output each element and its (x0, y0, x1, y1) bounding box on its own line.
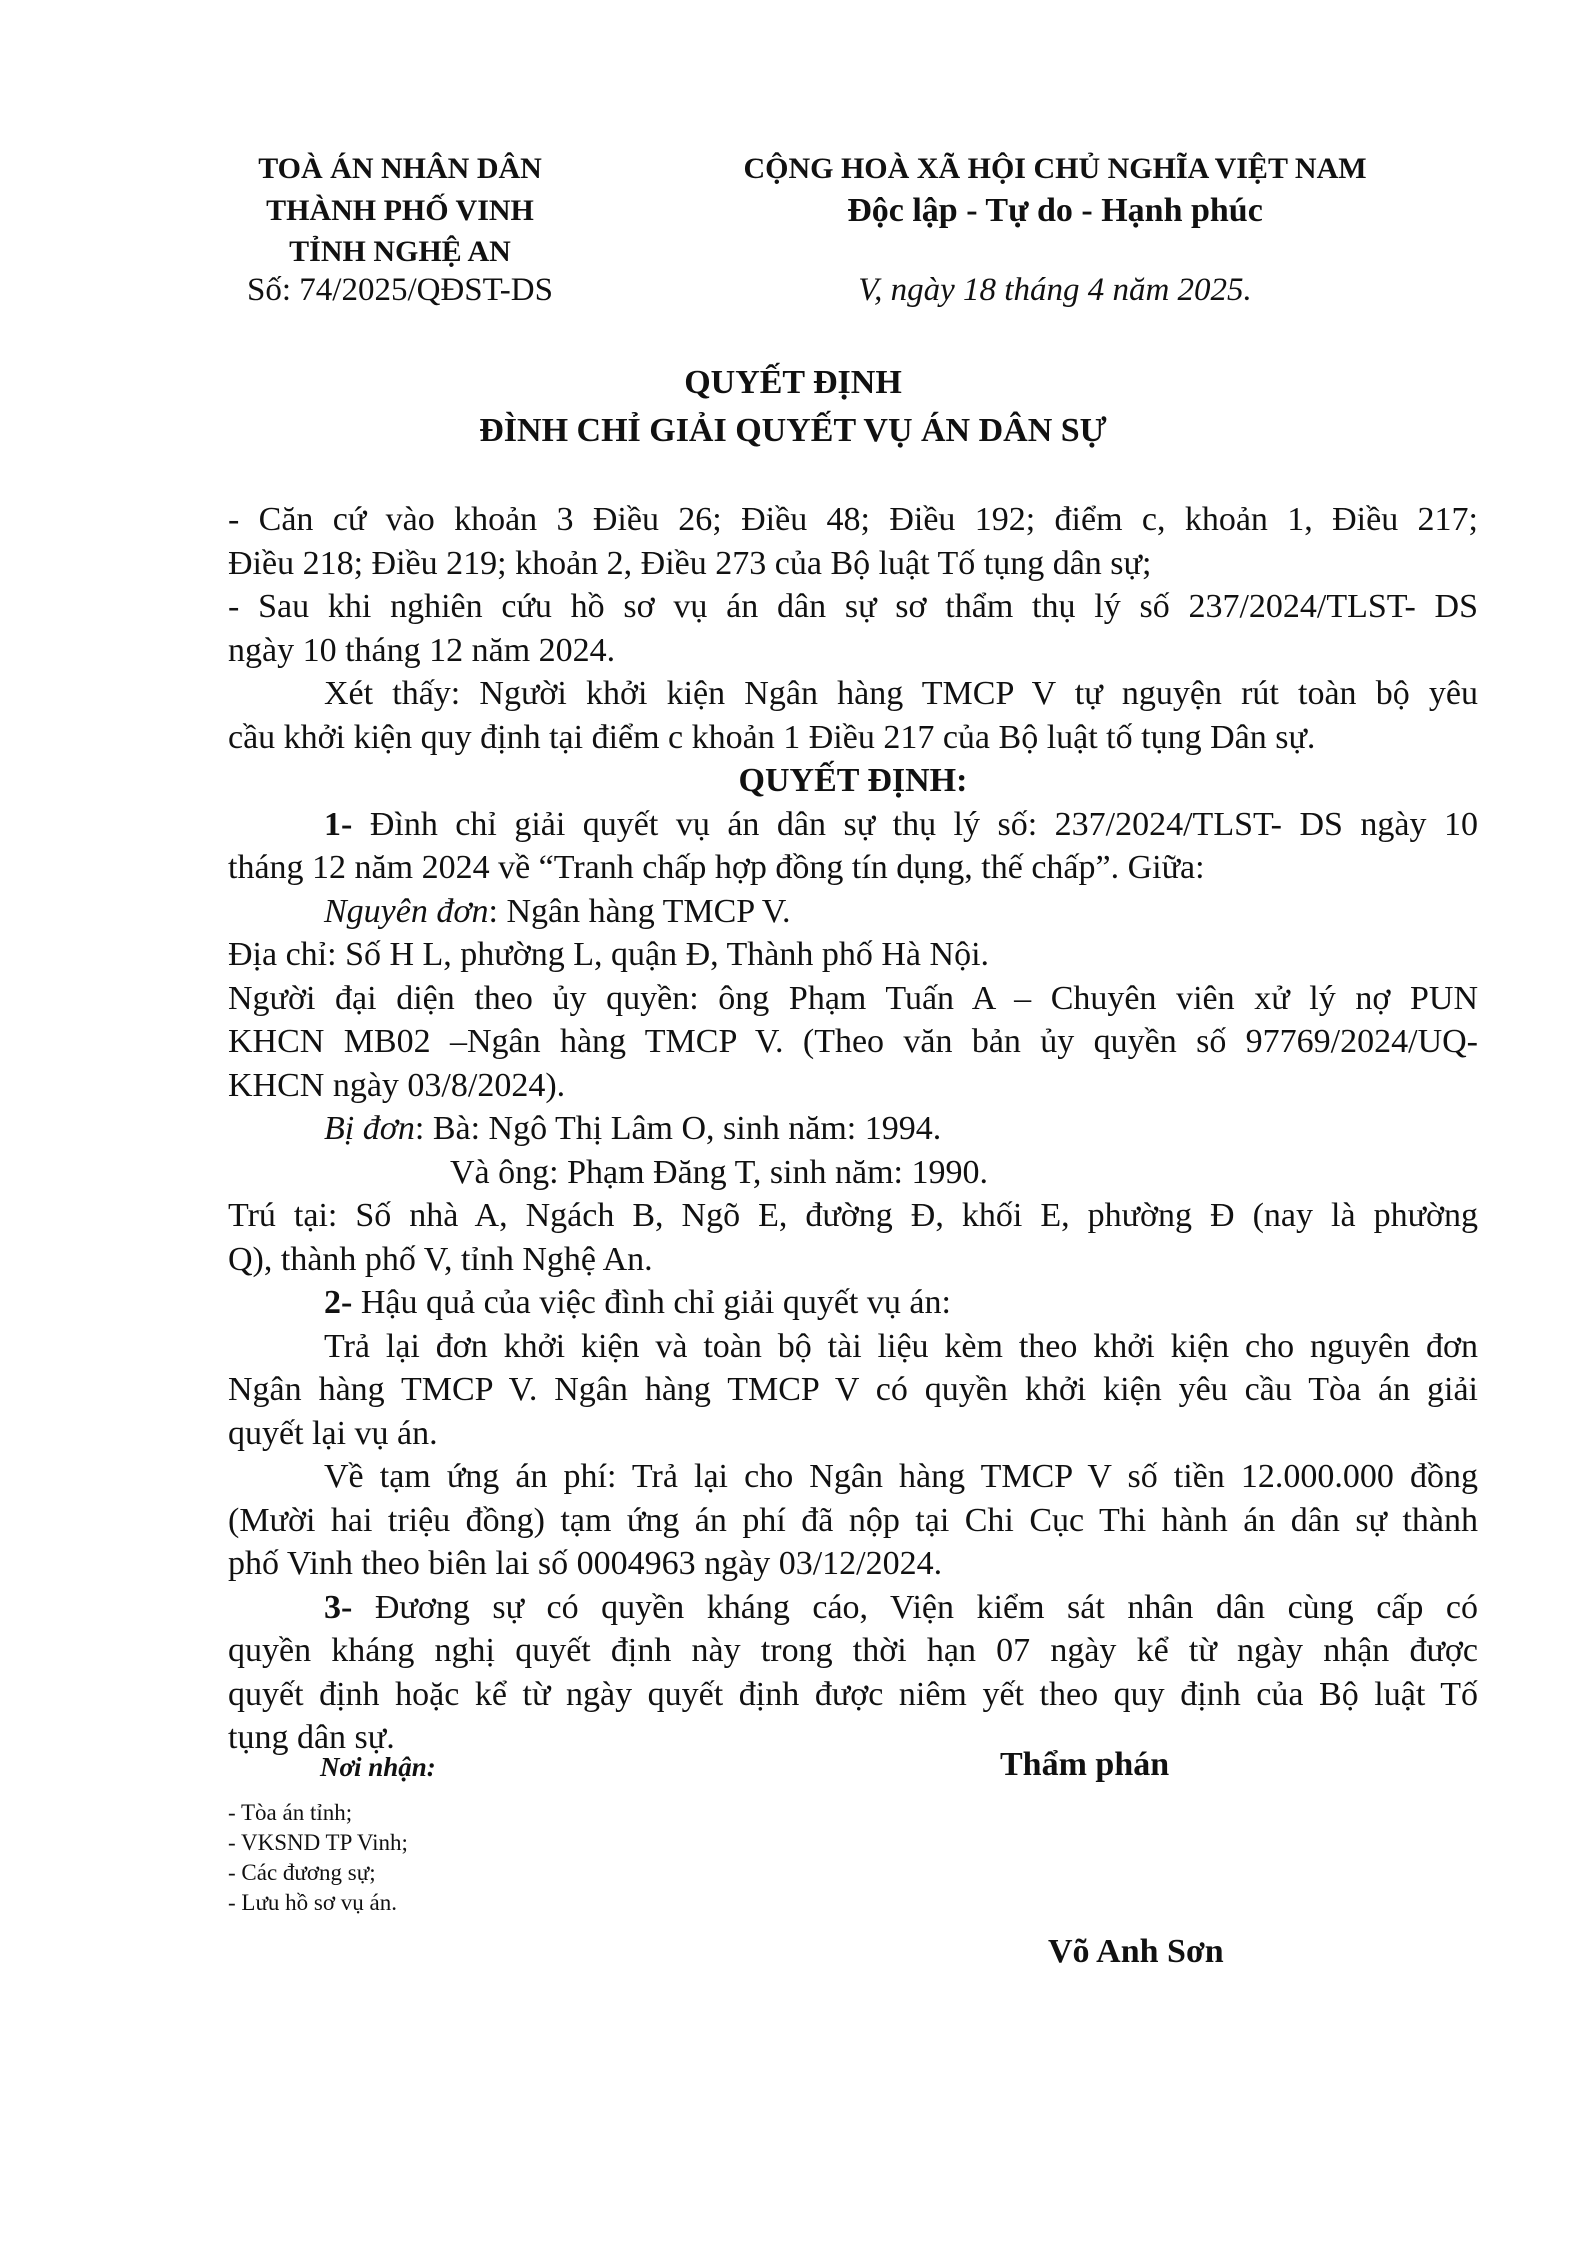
representative-line3: KHCN ngày 03/8/2024). (228, 1066, 566, 1104)
item3-text: Đương sự có quyền kháng cáo, Viện kiểm sát nhân dân cùng cấp có (352, 1588, 1478, 1626)
item2-text: Hậu quả của việc đình chỉ giải quyết vụ án: (352, 1284, 951, 1321)
court-name-line2: THÀNH PHỐ VINH (266, 194, 534, 227)
legal-basis-line2: Điều 218; Điều 219; khoản 2, Điều 273 của Bộ luật Tố tụng dân sự; (228, 544, 1152, 582)
item1-line1 (228, 803, 1478, 847)
place-date: V, ngày 18 tháng 4 năm 2025. (858, 272, 1252, 308)
defendant-line (228, 1107, 1478, 1151)
document-title: QUYẾT ĐỊNH (684, 364, 902, 401)
document-subtitle: ĐÌNH CHỈ GIẢI QUYẾT VỤ ÁN DÂN SỰ (479, 412, 1107, 449)
residence-line2: Q), thành phố V, tỉnh Nghệ An. (228, 1240, 653, 1278)
recipient-item: - Tòa án tỉnh; (228, 1800, 353, 1825)
nation-name: CỘNG HOÀ XÃ HỘI CHỦ NGHĨA VIỆT NAM (743, 152, 1367, 185)
item1-text: Đình chỉ giải quyết vụ án dân sự thụ lý số: 237/2024/TLST- DS ngày 10 (352, 805, 1478, 843)
signer-title: Thẩm phán (1000, 1746, 1170, 1783)
item1-number: 1- (324, 805, 353, 843)
court-name-line1: TOÀ ÁN NHÂN DÂN (258, 152, 542, 185)
item3-line3: quyết định hoặc kể từ ngày quyết định được niêm yết theo quy định của Bộ luật Tố (228, 1675, 1478, 1713)
court-fee-line3: phố Vinh theo biên lai số 0004963 ngày 03/12/2024. (228, 1545, 943, 1582)
recipients-list (228, 1798, 408, 1918)
decision-body (228, 498, 1478, 1760)
plaintiff-value: : Ngân hàng TMCP V. (488, 892, 791, 930)
decide-heading: QUYẾT ĐỊNH: (738, 762, 968, 799)
item3-number: 3- (324, 1588, 353, 1626)
return-petition-line1: Trả lại đơn khởi kiện và toàn bộ tài liệu kèm theo khởi kiện cho nguyên đơn (324, 1327, 1478, 1365)
national-motto: Độc lập - Tự do - Hạnh phúc (847, 192, 1263, 229)
recipients-label: Nơi nhận: (320, 1752, 436, 1782)
decision-number: Số: 74/2025/QĐST-DS (247, 272, 553, 308)
plaintiff-line (228, 890, 1478, 934)
court-fee-line2: (Mười hai triệu đồng) tạm ứng án phí đã nộp tại Chi Cục Thi hành án dân sự thành (228, 1501, 1478, 1539)
legal-basis-line1: - Căn cứ vào khoản 3 Điều 26; Điều 48; Điều 192; điểm c, khoản 1, Điều 217; (228, 501, 1478, 538)
court-name-line3: TỈNH NGHỆ AN (289, 235, 511, 268)
return-petition-line2: Ngân hàng TMCP V. Ngân hàng TMCP V có quyền khởi kiện yêu cầu Tòa án giải (228, 1371, 1478, 1408)
residence-line1: Trú tại: Số nhà A, Ngách B, Ngõ E, đường Đ, khối E, phường Đ (nay là phường (228, 1197, 1478, 1234)
defendant2-line: Và ông: Phạm Đăng T, sinh năm: 1990. (450, 1153, 988, 1191)
representative-line1: Người đại diện theo ủy quyền: ông Phạm Tuấn A – Chuyên viên xử lý nợ PUN (228, 979, 1478, 1017)
recipient-item: - VKSND TP Vinh; (228, 1830, 408, 1855)
case-study-line1: - Sau khi nghiên cứu hồ sơ vụ án dân sự sơ thẩm thụ lý số 237/2024/TLST- DS (228, 588, 1478, 625)
finding-line1: Xét thấy: Người khởi kiện Ngân hàng TMCP V tự nguyện rút toàn bộ yêu (324, 675, 1478, 712)
item3-line4: tụng dân sự. (228, 1719, 395, 1756)
item3-line1 (228, 1586, 1478, 1630)
recipient-item: - Các đương sự; (228, 1860, 376, 1885)
court-fee-line1: Về tạm ứng án phí: Trả lại cho Ngân hàng TMCP V số tiền 12.000.000 đồng (324, 1458, 1478, 1495)
representative-line2: KHCN MB02 –Ngân hàng TMCP V. (Theo văn bản ủy quyền số 97769/2024/UQ- (228, 1023, 1478, 1060)
plaintiff-address: Địa chỉ: Số H L, phường L, quận Đ, Thành phố Hà Nội. (228, 936, 990, 973)
defendant-value: : Bà: Ngô Thị Lâm O, sinh năm: 1994. (414, 1110, 942, 1147)
case-study-line2: ngày 10 tháng 12 năm 2024. (228, 631, 616, 669)
item2-number: 2- (324, 1284, 353, 1321)
recipient-item: - Lưu hồ sơ vụ án. (228, 1890, 397, 1915)
signer-name: Võ Anh Sơn (1048, 1933, 1224, 1970)
plaintiff-label: Nguyên đơn (324, 892, 489, 930)
finding-line2: cầu khởi kiện quy định tại điểm c khoản 1 Điều 217 của Bộ luật tố tụng Dân sự. (228, 718, 1316, 756)
defendant-label: Bị đơn (324, 1110, 415, 1147)
item1-line2: tháng 12 năm 2024 về “Tranh chấp hợp đồng tín dụng, thế chấp”. Giữa: (228, 849, 1205, 886)
return-petition-line3: quyết lại vụ án. (228, 1414, 438, 1452)
item2-line (228, 1281, 1478, 1325)
item3-line2: quyền kháng nghị quyết định này trong thời hạn 07 ngày kể từ ngày nhận được (228, 1632, 1478, 1669)
